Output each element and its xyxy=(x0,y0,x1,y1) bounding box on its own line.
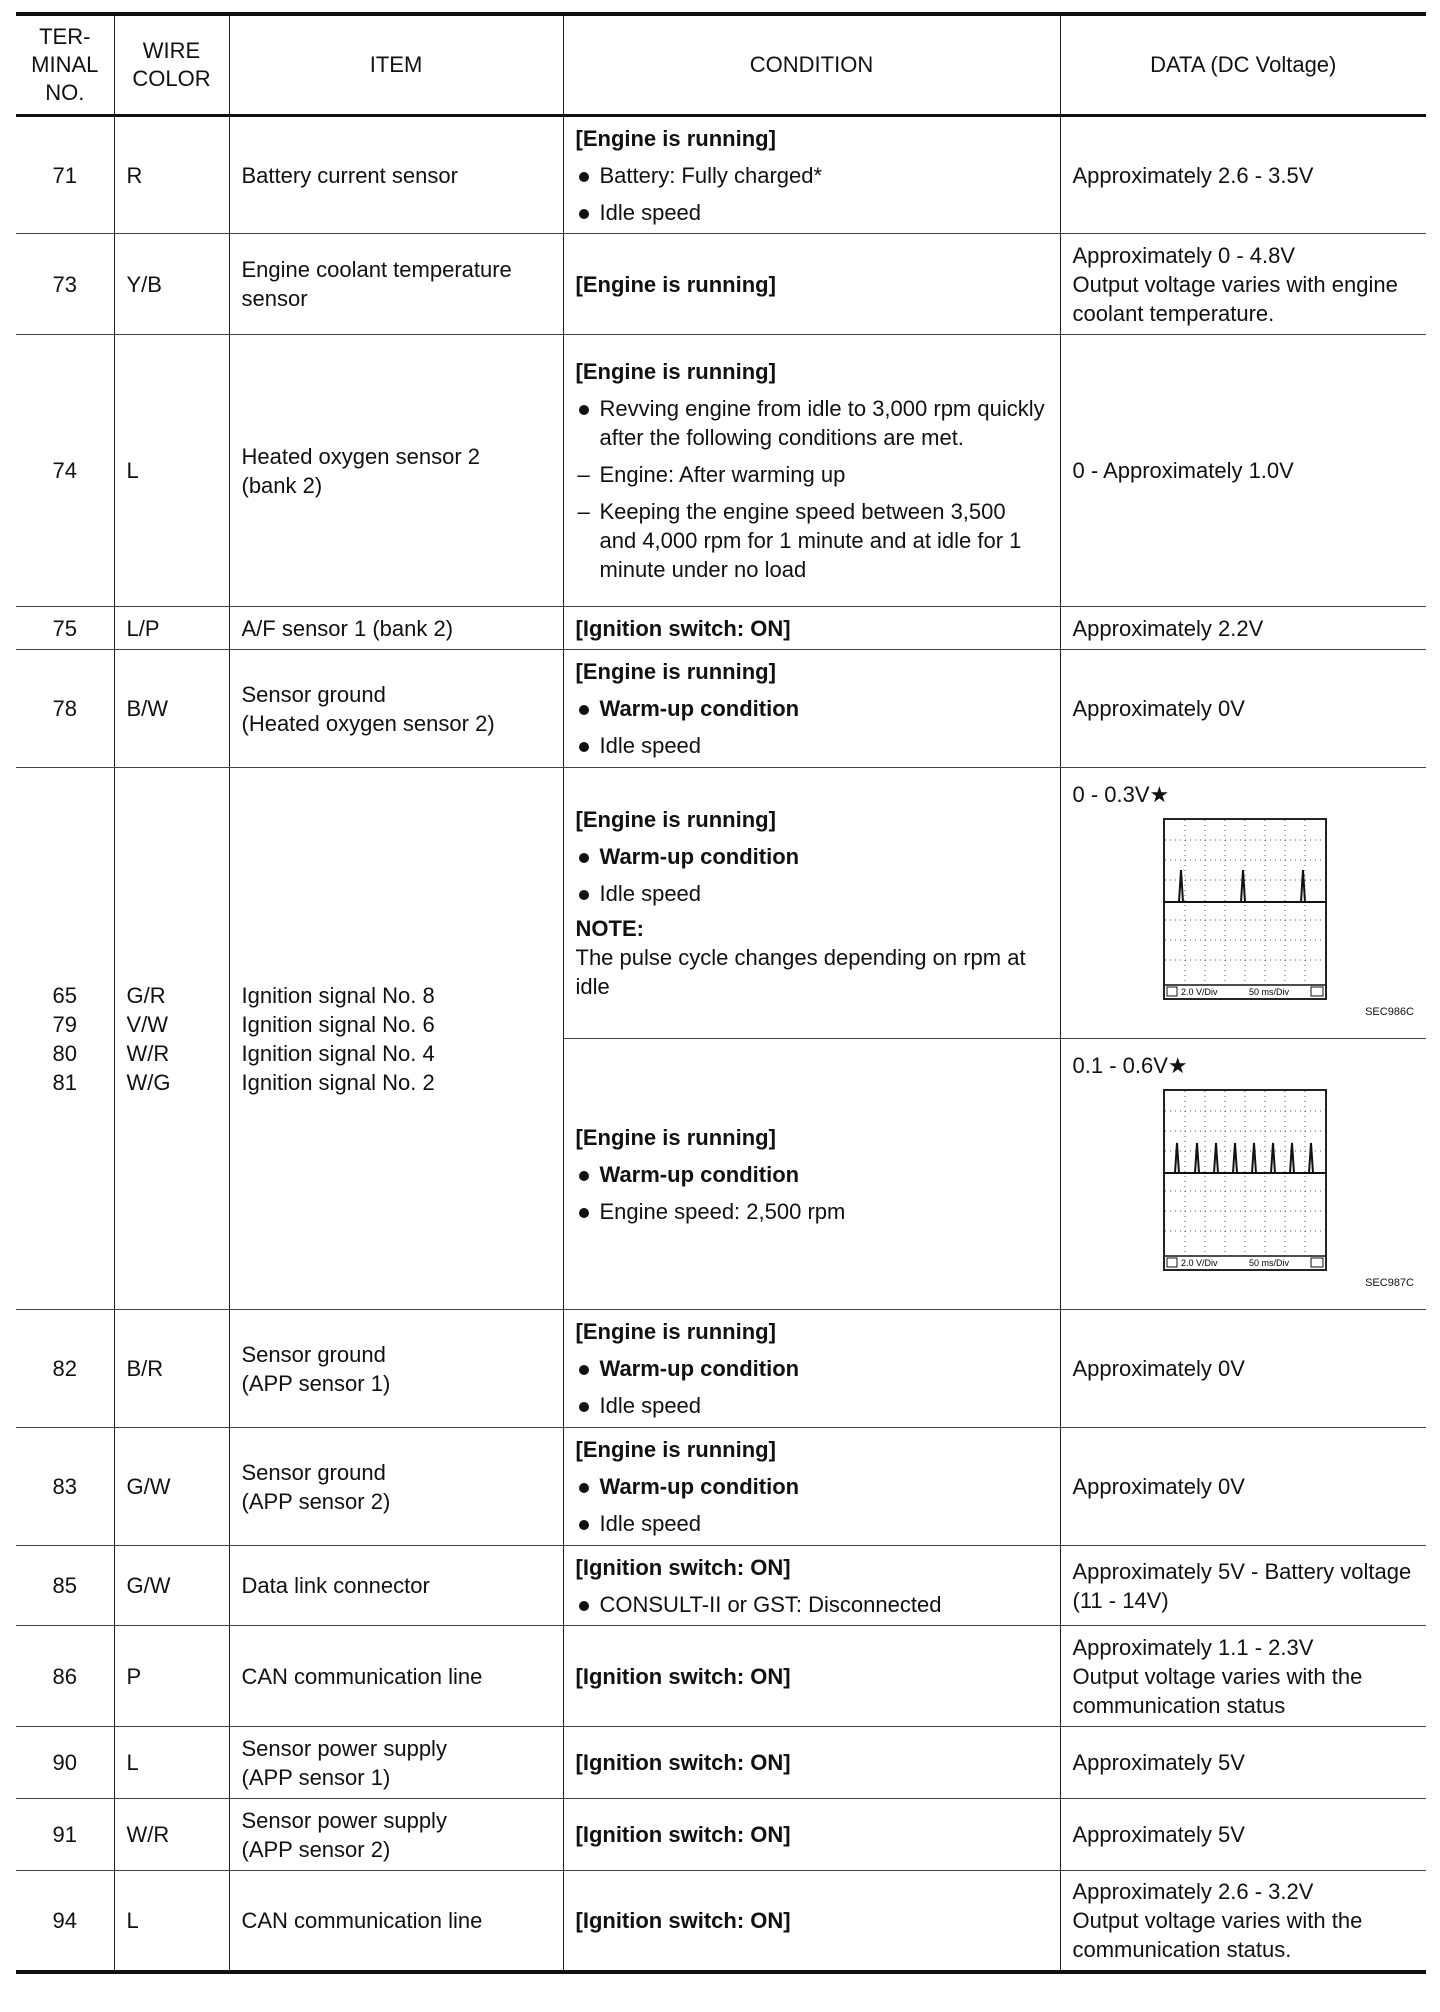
item-cell: Heated oxygen sensor 2 (bank 2) xyxy=(229,335,563,607)
condition-cell xyxy=(563,650,1060,768)
terminal-no: 74 xyxy=(16,335,114,607)
condition-cell xyxy=(563,1871,1060,1972)
waveform-value: 0 - 0.3V★ xyxy=(1072,782,1170,807)
item-cell: Sensor power supply (APP sensor 2) xyxy=(229,1799,563,1871)
bullet-item: Battery: Fully charged* xyxy=(576,161,1048,190)
bullet-item: Warm-up condition xyxy=(576,842,1048,871)
table-row xyxy=(16,1546,1426,1626)
wire-color: G/R V/W W/R W/G xyxy=(114,768,229,1310)
item-cell: CAN communication line xyxy=(229,1626,563,1727)
condition-cell xyxy=(563,335,1060,607)
item-cell: Data link connector xyxy=(229,1546,563,1626)
item-cell: Sensor ground (APP sensor 1) xyxy=(229,1310,563,1428)
bullet-item: Idle speed xyxy=(576,731,1048,760)
terminal-no: 71 xyxy=(16,116,114,234)
terminal-no: 73 xyxy=(16,234,114,335)
terminal-no: 85 xyxy=(16,1546,114,1626)
condition-heading: [Engine is running] xyxy=(575,359,776,384)
table-row xyxy=(16,1310,1426,1428)
data-cell: Approximately 1.1 - 2.3V Output voltage varies with the communication status xyxy=(1060,1626,1426,1727)
wire-color: L xyxy=(114,1871,229,1972)
terminal-data-sheet xyxy=(16,12,1426,1974)
bullet-item: Warm-up condition xyxy=(576,1160,1048,1189)
data-cell: Approximately 5V - Battery voltage (11 - 14V) xyxy=(1060,1546,1426,1626)
oscilloscope-screen xyxy=(1163,818,1327,1000)
waveform-value: 0.1 - 0.6V★ xyxy=(1072,1053,1188,1078)
condition-cell xyxy=(563,1546,1060,1626)
wire-color: R xyxy=(114,116,229,234)
terminal-no: 78 xyxy=(16,650,114,768)
table-row xyxy=(16,1428,1426,1546)
terminal-no: 91 xyxy=(16,1799,114,1871)
dash-item: – Engine: After warming up xyxy=(576,460,1048,489)
condition-heading: [Ignition switch: ON] xyxy=(575,1822,791,1847)
condition-cell xyxy=(563,234,1060,335)
item-cell: Battery current sensor xyxy=(229,116,563,234)
bullet-item: Warm-up condition xyxy=(576,1472,1048,1501)
wire-color: G/W xyxy=(114,1428,229,1546)
waveform-time: 50 ms/Div xyxy=(1248,1258,1289,1268)
terminal-no: 65 79 80 81 xyxy=(16,768,114,1310)
header-data: DATA (DC Voltage) xyxy=(1060,14,1426,116)
condition-heading: [Ignition switch: ON] xyxy=(575,615,791,641)
wire-color: L/P xyxy=(114,607,229,650)
condition-heading: [Ignition switch: ON] xyxy=(575,1750,791,1775)
item-cell: Engine coolant temperature sensor xyxy=(229,234,563,335)
bullet-item: Engine speed: 2,500 rpm xyxy=(576,1197,1048,1226)
condition-cell xyxy=(563,1428,1060,1546)
waveform-time: 50 ms/Div xyxy=(1248,987,1289,997)
bullet-item: Idle speed xyxy=(576,198,1048,227)
data-cell: Approximately 0V xyxy=(1060,650,1426,768)
note-text: The pulse cycle changes depending on rpm at idle xyxy=(575,945,1026,999)
item-cell: CAN communication line xyxy=(229,1871,563,1972)
waveform-scale: 2.0 V/Div xyxy=(1180,987,1218,997)
data-cell: Approximately 2.2V xyxy=(1060,607,1426,650)
condition-heading: [Ignition switch: ON] xyxy=(575,1554,791,1580)
terminal-no: 75 xyxy=(16,607,114,650)
condition-heading: [Ignition switch: ON] xyxy=(575,1907,791,1933)
data-cell: Approximately 0 - 4.8V Output voltage varies with engine coolant temperature. xyxy=(1060,234,1426,335)
wire-color: B/W xyxy=(114,650,229,768)
waveform-block xyxy=(1073,1039,1415,1299)
oscilloscope-screen xyxy=(1163,1089,1327,1271)
header-wire-color: WIRE COLOR xyxy=(114,14,229,116)
table-row xyxy=(16,1727,1426,1799)
table-row xyxy=(16,1626,1426,1727)
waveform-block xyxy=(1073,768,1415,1028)
item-cell: Sensor power supply (APP sensor 1) xyxy=(229,1727,563,1799)
terminal-no: 94 xyxy=(16,1871,114,1972)
condition-heading: [Engine is running] xyxy=(575,659,776,684)
table-row xyxy=(16,116,1426,234)
condition-heading: [Engine is running] xyxy=(575,1124,776,1150)
item-cell: Ignition signal No. 8 Ignition signal No. 6 Ignition signal No. 4 Ignition signal No. 2 xyxy=(229,768,563,1310)
table-row xyxy=(16,607,1426,650)
data-cell: Approximately 0V xyxy=(1060,1310,1426,1428)
waveform-idle xyxy=(1165,820,1325,998)
item-cell: Sensor ground (APP sensor 2) xyxy=(229,1428,563,1546)
wire-color: L xyxy=(114,1727,229,1799)
item-cell: A/F sensor 1 (bank 2) xyxy=(229,607,563,650)
condition-cell xyxy=(563,1626,1060,1727)
ecm-terminal-table xyxy=(16,12,1426,1974)
bullet-item: Warm-up condition xyxy=(576,694,1048,723)
condition-heading: [Engine is running] xyxy=(575,1319,776,1344)
bullet-item: Revving engine from idle to 3,000 rpm quickly after the following conditions are met. xyxy=(576,394,1048,452)
header-condition: CONDITION xyxy=(563,14,1060,116)
table-row xyxy=(16,234,1426,335)
dash-item: – Keeping the engine speed between 3,500 and 4,000 rpm for 1 minute and at idle for 1 minute under no load xyxy=(576,497,1048,584)
data-cell: Approximately 2.6 - 3.2V Output voltage varies with the communication status. xyxy=(1060,1871,1426,1972)
terminal-no: 86 xyxy=(16,1626,114,1727)
condition-cell xyxy=(563,607,1060,650)
table-row xyxy=(16,335,1426,607)
data-cell: Approximately 5V xyxy=(1060,1799,1426,1871)
terminal-no: 83 xyxy=(16,1428,114,1546)
bullet-item: Idle speed xyxy=(576,1391,1048,1420)
table-row xyxy=(16,1871,1426,1972)
bullet-item: Warm-up condition xyxy=(576,1354,1048,1383)
terminal-no: 90 xyxy=(16,1727,114,1799)
note-heading: NOTE: xyxy=(575,916,644,941)
header-row xyxy=(16,14,1426,116)
wire-color: G/W xyxy=(114,1546,229,1626)
condition-cell xyxy=(563,116,1060,234)
waveform-scale: 2.0 V/Div xyxy=(1180,1258,1218,1268)
condition-cell xyxy=(563,1799,1060,1871)
condition-cell xyxy=(563,1039,1060,1310)
data-cell: Approximately 2.6 - 3.5V xyxy=(1060,116,1426,234)
wire-color: B/R xyxy=(114,1310,229,1428)
data-cell: Approximately 5V xyxy=(1060,1727,1426,1799)
condition-cell xyxy=(563,1310,1060,1428)
data-cell: 0 - Approximately 1.0V xyxy=(1060,335,1426,607)
data-cell xyxy=(1060,768,1426,1039)
condition-heading: [Ignition switch: ON] xyxy=(575,1663,791,1689)
wire-color: L xyxy=(114,335,229,607)
condition-heading: [Engine is running] xyxy=(575,271,776,297)
condition-heading: [Engine is running] xyxy=(575,125,776,151)
table-row xyxy=(16,768,1426,1039)
terminal-no: 82 xyxy=(16,1310,114,1428)
item-cell: Sensor ground (Heated oxygen sensor 2) xyxy=(229,650,563,768)
header-item: ITEM xyxy=(229,14,563,116)
wire-color: Y/B xyxy=(114,234,229,335)
condition-heading: [Engine is running] xyxy=(575,1437,776,1462)
table-row xyxy=(16,650,1426,768)
bullet-item: CONSULT-II or GST: Disconnected xyxy=(576,1590,1048,1619)
bullet-item: Idle speed xyxy=(576,1509,1048,1538)
condition-heading: [Engine is running] xyxy=(575,807,776,832)
header-terminal-no: TER- MINAL NO. xyxy=(16,14,114,116)
figure-code: SEC987C xyxy=(1365,1277,1414,1289)
bullet-item: Idle speed xyxy=(576,879,1048,908)
data-cell xyxy=(1060,1039,1426,1310)
condition-cell xyxy=(563,768,1060,1039)
table-row xyxy=(16,1799,1426,1871)
wire-color: P xyxy=(114,1626,229,1727)
data-cell: Approximately 0V xyxy=(1060,1428,1426,1546)
condition-cell xyxy=(563,1727,1060,1799)
figure-code: SEC986C xyxy=(1365,1006,1414,1018)
wire-color: W/R xyxy=(114,1799,229,1871)
waveform-2500rpm xyxy=(1165,1091,1325,1269)
